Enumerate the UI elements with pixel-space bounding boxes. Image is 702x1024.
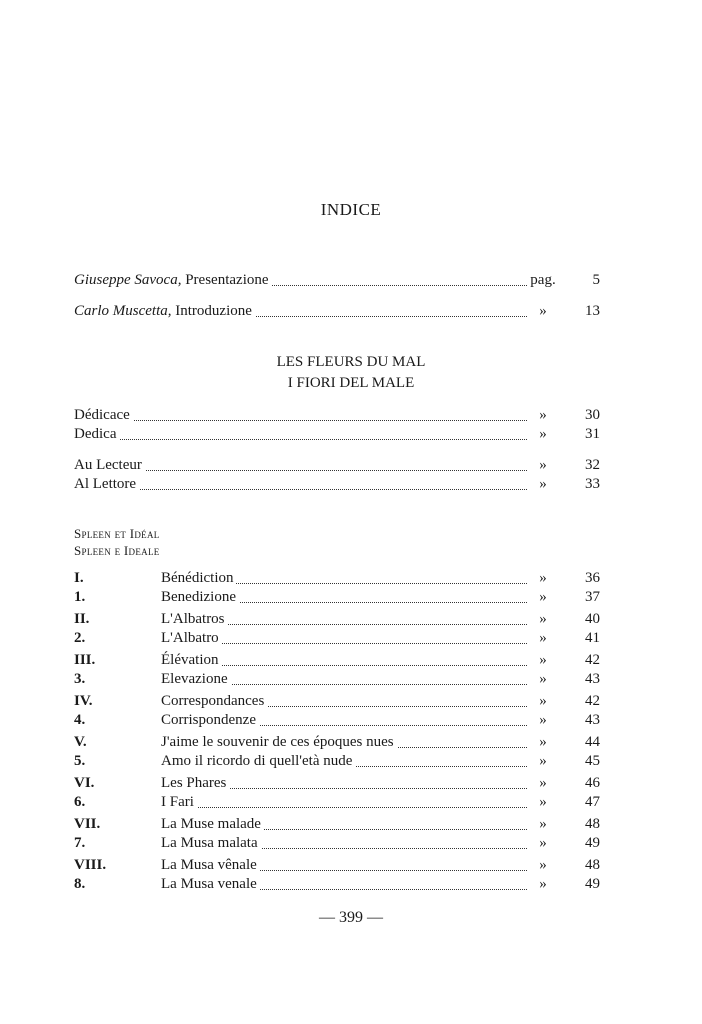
entry-prefix: » [528,670,558,689]
entry-prefix: » [528,793,558,812]
poem-title: La Musa venale [161,875,260,894]
entry-page-number: 48 [585,816,600,832]
book-title-italian: I FIORI DEL MALE [287,375,415,391]
entry-prefix: » [528,406,558,425]
poem-number: 1. [74,589,86,605]
toc-entry-poem[interactable] [74,629,600,648]
entry-title: Al Lettore [74,475,139,494]
poem-title: Correspondances [161,692,267,711]
dot-leader [74,420,529,421]
entry-prefix: » [528,629,558,648]
entry-page-number: 47 [585,794,600,810]
poem-title: I Fari [161,793,197,812]
entry-prefix: » [528,588,558,607]
entry-page-number: 46 [585,775,600,791]
toc-entry-poem[interactable] [74,692,600,711]
poem-title: Élévation [161,651,221,670]
book-title-french: LES FLEURS DU MAL [276,354,426,370]
toc-entry-poem[interactable] [74,752,600,771]
poem-number: 5. [74,753,86,769]
poem-number: III. [74,652,96,668]
entry-page-number: 5 [592,272,600,288]
poem-number: IV. [74,693,93,709]
toc-entry-poem[interactable] [74,834,600,853]
entry-prefix: » [528,875,558,894]
entry-title: Introduzione [175,303,252,319]
poem-title: Les Phares [161,774,229,793]
toc-entry-au-lecteur[interactable] [74,456,600,475]
poem-title: L'Albatros [161,610,228,629]
poem-number: I. [74,570,84,586]
poem-title: La Musa vênale [161,856,260,875]
entry-page-number: 43 [585,671,600,687]
entry-page-number: 42 [585,693,600,709]
entry-title: Dedica [74,425,119,444]
poem-title: La Muse malade [161,815,264,834]
entry-title: Au Lecteur [74,456,145,475]
poem-number: VIII. [74,857,107,873]
entry-prefix: » [528,425,558,444]
entry-page-number: 41 [585,630,600,646]
toc-entry-poem[interactable] [74,569,600,588]
dot-leader [74,439,529,440]
dot-leader [161,807,529,808]
poem-number: 7. [74,835,86,851]
entry-author: Giuseppe Savoca, [74,272,182,288]
entry-page-number: 31 [585,426,600,442]
entry-page-number: 44 [585,734,600,750]
toc-entry-poem[interactable] [74,774,600,793]
poem-number: 8. [74,876,86,892]
poem-number: 2. [74,630,86,646]
entry-prefix: » [528,752,558,771]
entry-page-number: 32 [585,457,600,473]
entry-page-number: 49 [585,876,600,892]
entry-prefix: » [528,856,558,875]
poem-number: II. [74,611,90,627]
entry-prefix: » [528,610,558,629]
toc-entry-poem[interactable] [74,815,600,834]
poem-number: VI. [74,775,95,791]
poem-title: La Musa malata [161,834,261,853]
toc-entry-poem[interactable] [74,610,600,629]
poem-title: Elevazione [161,670,231,689]
toc-entry-introduzione[interactable] [74,302,600,321]
entry-page-number: 36 [585,570,600,586]
dot-leader [74,489,529,490]
toc-entry-presentazione[interactable] [74,271,600,290]
entry-prefix: » [528,834,558,853]
entry-author: Carlo Muscetta, [74,303,172,319]
entry-page-number: 13 [585,303,600,319]
entry-page-number: 43 [585,712,600,728]
entry-prefix: » [528,302,558,321]
poem-number: 6. [74,794,86,810]
poem-number: 4. [74,712,86,728]
entry-prefix: » [528,651,558,670]
entry-page-number: 49 [585,835,600,851]
poem-title: Bénédiction [161,569,236,588]
entry-prefix: » [528,456,558,475]
toc-entry-poem[interactable] [74,856,600,875]
poem-number: V. [74,734,87,750]
toc-entry-poem[interactable] [74,793,600,812]
section-heading-italian: Spleen e Ideale [74,543,160,558]
entry-page-number: 33 [585,476,600,492]
poem-title: Amo il ricordo di quell'età nude [161,752,355,771]
page-title: INDICE [320,200,382,219]
toc-entry-dedicace[interactable] [74,406,600,425]
entry-prefix: » [528,711,558,730]
entry-prefix: » [528,815,558,834]
entry-page-number: 30 [585,407,600,423]
entry-prefix: » [528,733,558,752]
entry-page-number: 42 [585,652,600,668]
entry-prefix: » [528,475,558,494]
toc-entry-poem[interactable] [74,651,600,670]
poem-number: VII. [74,816,101,832]
entry-page-number: 48 [585,857,600,873]
section-heading-french: Spleen et Idéal [74,526,160,541]
entry-page-number: 37 [585,589,600,605]
toc-entry-dedica[interactable] [74,425,600,444]
page-number-footer: — 399 — [319,909,383,926]
entry-prefix: » [528,774,558,793]
entry-prefix: » [528,692,558,711]
entry-title: Presentazione [185,272,269,288]
entry-prefix: » [528,569,558,588]
poem-title: Corrispondenze [161,711,259,730]
poem-title: Benedizione [161,588,239,607]
toc-entry-poem[interactable] [74,711,600,730]
entry-prefix: pag. [528,271,558,290]
toc-entry-poem[interactable] [74,588,600,607]
entry-page-number: 40 [585,611,600,627]
toc-entry-poem[interactable] [74,733,600,752]
toc-entry-poem[interactable] [74,670,600,689]
entry-page-number: 45 [585,753,600,769]
poem-title: L'Albatro [161,629,222,648]
toc-entry-poem[interactable] [74,875,600,894]
poem-number: 3. [74,671,86,687]
entry-title: Dédicace [74,406,133,425]
poem-title: J'aime le souvenir de ces époques nues [161,733,397,752]
toc-entry-al-lettore[interactable] [74,475,600,494]
